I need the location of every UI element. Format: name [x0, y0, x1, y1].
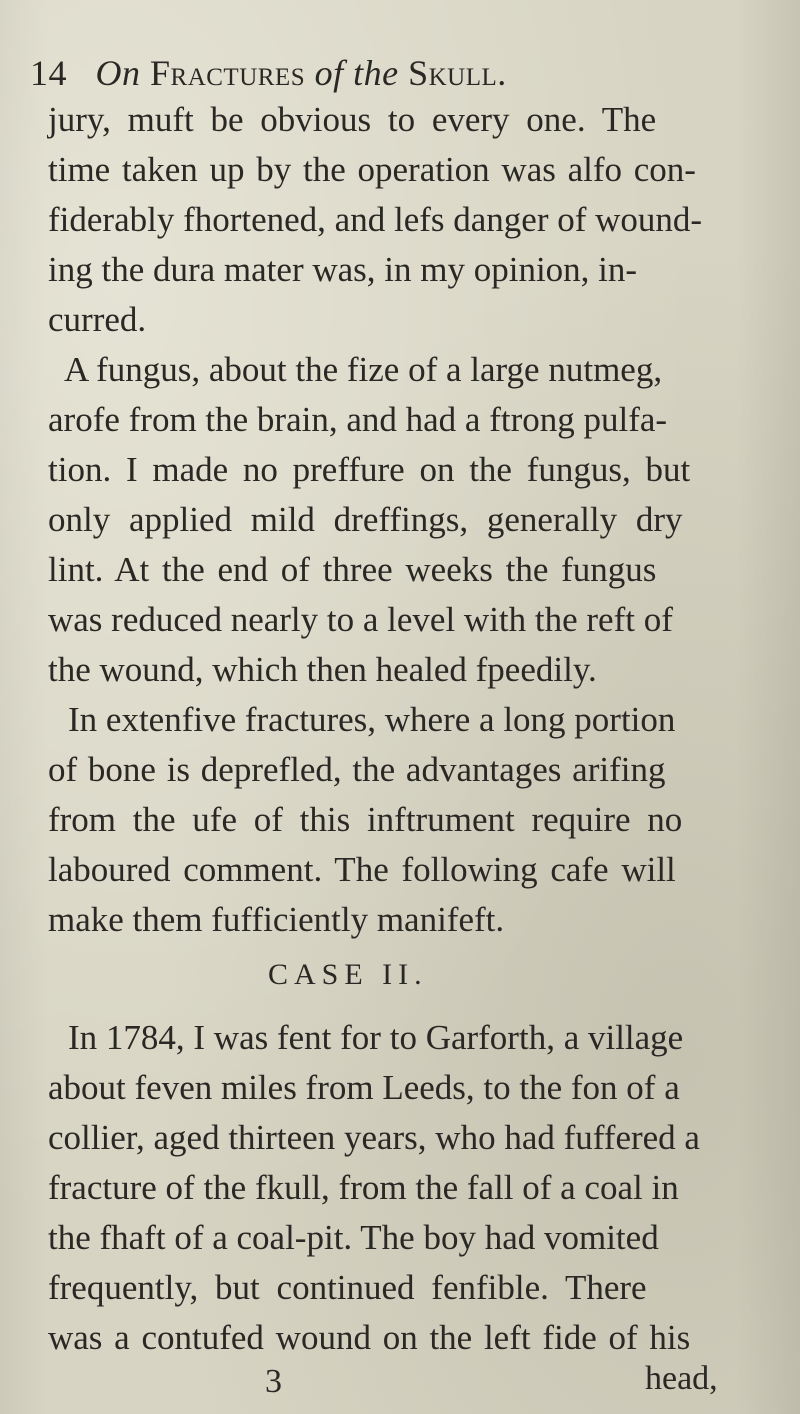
case-heading: CASE II.: [268, 958, 428, 991]
text-line: laboured comment. The following cafe will: [48, 850, 676, 889]
text-line: collier, aged thirteen years, who had fuffered a: [48, 1118, 700, 1157]
text-line: curred.: [48, 300, 147, 339]
text-line: tion. I made no preffure on the fungus, but: [48, 450, 691, 489]
text-line: frequently, but continued fenfible. There: [48, 1268, 647, 1307]
text-line: make them fufficiently manifeft.: [48, 900, 505, 939]
text-line: about feven miles from Leeds, to the fon of a: [48, 1068, 680, 1107]
header-title-part2: of the: [305, 53, 409, 93]
text-line: fracture of the fkull, from the fall of a coal in: [48, 1168, 679, 1207]
text-line: In extenfive fractures, where a long portion: [68, 700, 676, 739]
text-line: ing the dura mater was, in my opinion, in-: [48, 250, 638, 289]
running-header: [30, 52, 550, 94]
text-line: time taken up by the operation was alfo con-: [48, 150, 696, 189]
text-line: In 1784, I was fent for to Garforth, a village: [68, 1018, 684, 1057]
text-line: the fhaft of a coal-pit. The boy had vomited: [48, 1218, 659, 1257]
text-line: fiderably fhortened, and lefs danger of wound-: [48, 200, 703, 239]
text-line: arofe from the brain, and had a ftrong pulfa-: [48, 400, 668, 439]
text-line: the wound, which then healed fpeedily.: [48, 650, 597, 689]
text-line: from the ufe of this inftrument require no: [48, 800, 683, 839]
header-title-smallcaps2: Skull.: [408, 53, 507, 93]
header-title-smallcaps: Fractures: [150, 53, 306, 93]
text-line: was reduced nearly to a level with the reft of: [48, 600, 673, 639]
text-line: of bone is deprefled, the advantages arifing: [48, 750, 666, 789]
text-line: was a contufed wound on the left fide of his: [48, 1318, 691, 1357]
text-line: only applied mild dreffings, generally dry: [48, 500, 683, 539]
text-line: jury, muft be obvious to every one. The: [48, 100, 657, 139]
text-line: A fungus, about the fize of a large nutmeg,: [64, 350, 663, 389]
header-title-part1: On: [95, 53, 150, 93]
text-line: lint. At the end of three weeks the fungus: [48, 550, 657, 589]
signature-mark: 3: [265, 1363, 282, 1400]
page-number: 14: [30, 53, 67, 93]
catchword: head,: [645, 1360, 718, 1397]
